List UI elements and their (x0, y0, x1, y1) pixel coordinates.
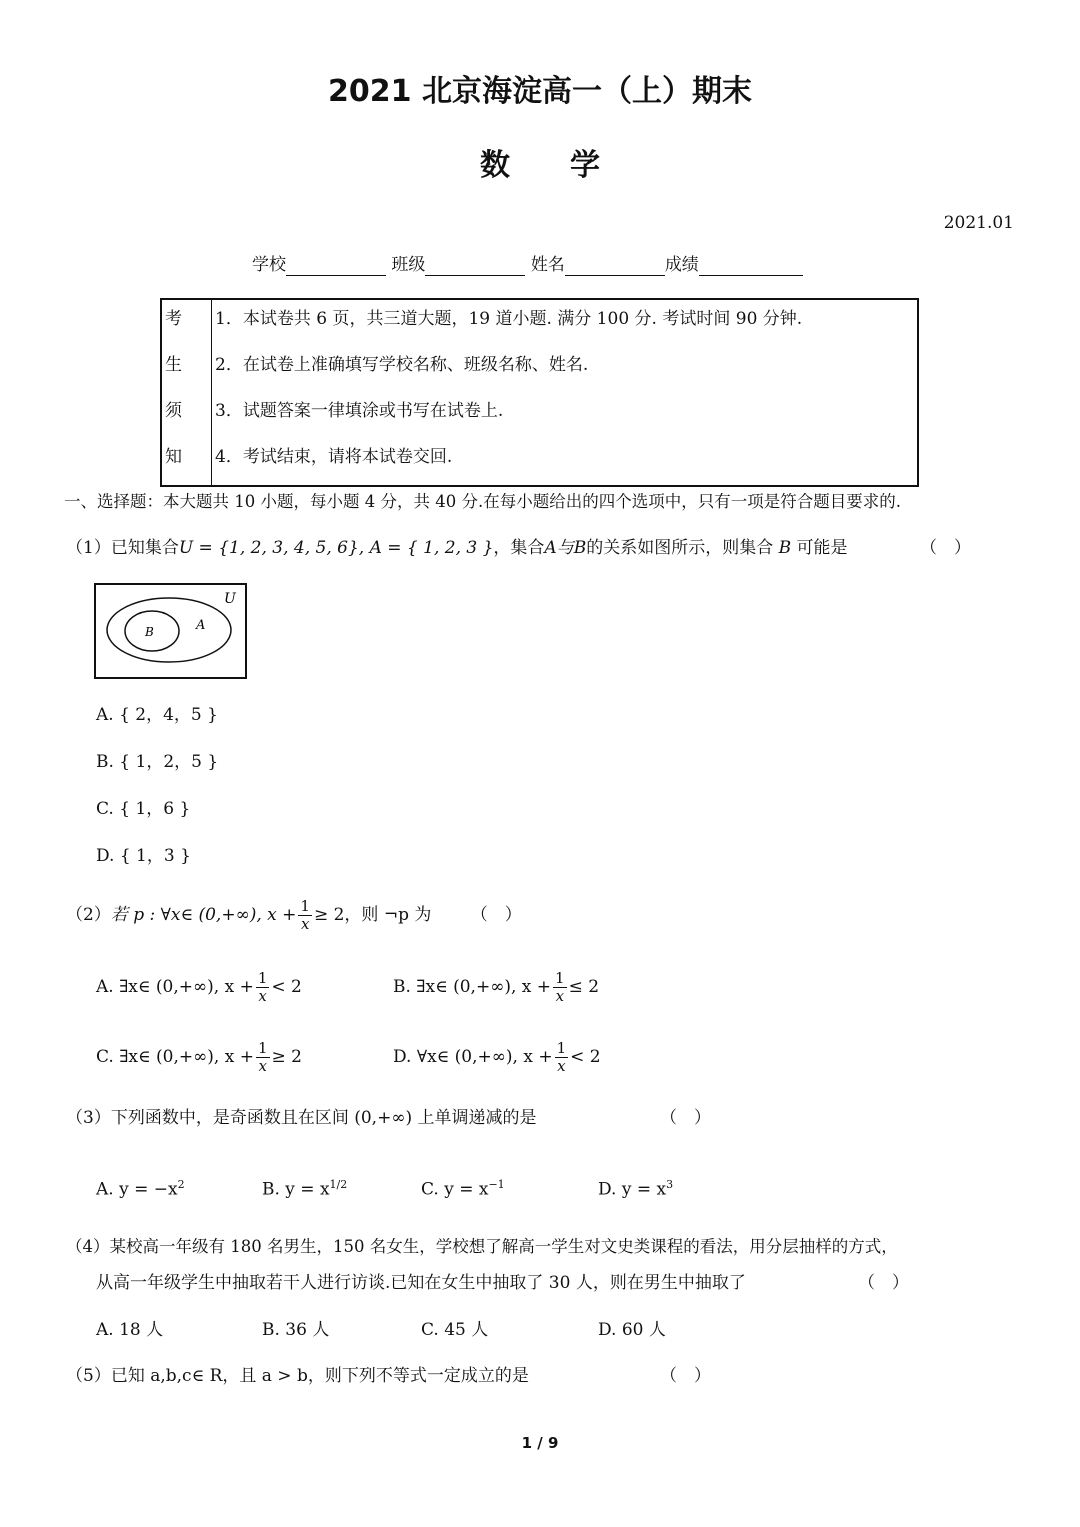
question-3 (66, 1107, 537, 1129)
option-exponent: 3 (666, 1178, 674, 1191)
exam-date: 2021.01 (943, 213, 1014, 233)
answer-paren: （ ） (660, 1108, 711, 1128)
q5-text: 已知 a,b,c∈ R，且 a > b，则下列不等式一定成立的是 (110, 1366, 529, 1386)
q4-line2: 从高一年级学生中抽取若干人进行访谈.已知在女生中抽取了 30 人，则在男生中抽取了 (96, 1273, 746, 1293)
frac-numerator: 1 (556, 1039, 567, 1057)
q1-text-d: 可能是 (796, 538, 848, 558)
question-number: （5） (66, 1366, 111, 1386)
q3-option-b[interactable] (262, 1174, 347, 1201)
option-pre: A. ∃x∈ (0,+∞), x + (96, 977, 254, 997)
q2-option-a[interactable] (96, 970, 302, 1005)
notice-box (160, 298, 919, 487)
frac-denominator: x (300, 915, 310, 933)
q3-option-c[interactable] (421, 1174, 505, 1201)
notice-label-char: 考 (165, 309, 182, 329)
notice-label-char: 生 (165, 355, 182, 375)
q1-var: B (778, 538, 792, 558)
answer-paren: （ ） (920, 538, 971, 558)
question-number: （1） (66, 538, 111, 558)
option-fraction (256, 1040, 270, 1075)
notice-divider (211, 300, 212, 485)
q1-text-a: 已知集合 (110, 538, 179, 558)
option-exponent: 1/2 (329, 1178, 348, 1191)
answer-paren: （ ） (470, 905, 522, 925)
question-5 (66, 1365, 529, 1387)
school-blank[interactable] (286, 257, 386, 276)
notice-item: 1．本试卷共 6 页，共三道大题，19 道小题. 满分 100 分. 考试时间 90 分钟. (215, 309, 803, 329)
frac-numerator: 1 (257, 969, 268, 987)
q3-option-d[interactable] (598, 1174, 673, 1201)
option-post: ≤ 2 (568, 977, 600, 997)
option-fraction (555, 1040, 569, 1075)
notice-label-char: 知 (165, 447, 182, 467)
venn-label-u: U (224, 591, 236, 607)
q3-text: 下列函数中，是奇函数且在区间 (0,+∞) 上单调递减的是 (110, 1108, 537, 1128)
score-blank[interactable] (699, 257, 803, 276)
frac-denominator: x (557, 1057, 566, 1075)
q1-text-c: 的关系如图所示，则集合 (586, 538, 774, 558)
frac-denominator: x (555, 987, 565, 1005)
notice-item: 2．在试卷上准确填写学校名称、班级名称、姓名. (215, 355, 589, 375)
venn-label-a: A (196, 618, 206, 633)
option-pre: D. ∀x∈ (0,+∞), x + (393, 1047, 553, 1067)
notice-item: 4．考试结束，请将本试卷交回. (215, 447, 453, 467)
q3-option-a[interactable] (96, 1174, 185, 1201)
subject-title: 数 学 (480, 148, 600, 183)
q1-option-d[interactable]: D. { 1，3 } (96, 846, 191, 866)
question-number: （4） (66, 1237, 110, 1256)
q4-option-c[interactable]: C. 45 人 (421, 1320, 489, 1340)
venn-label-b: B (145, 625, 154, 639)
q4-option-b[interactable]: B. 36 人 (262, 1320, 330, 1340)
option-fraction (553, 970, 567, 1005)
q1-option-a[interactable]: A. { 2，4，5 } (96, 705, 218, 725)
q1-relation: A与B (544, 538, 587, 558)
option-pre: C. ∃x∈ (0,+∞), x + (96, 1047, 254, 1067)
q2-option-c[interactable] (96, 1040, 302, 1075)
frac-denominator: x (258, 987, 267, 1005)
frac-numerator: 1 (257, 1039, 268, 1057)
q1-set-def: U = {1, 2, 3, 4, 5, 6}, A = { 1, 2, 3 } (178, 538, 494, 558)
answer-paren: （ ） (858, 1273, 909, 1293)
q4-line1: 某校高一年级有 180 名男生，150 名女生，学校想了解高一学生对文史类课程的看法，用分层抽样的方式， (109, 1237, 898, 1256)
notice-item: 3．试题答案一律填涂或书写在试卷上. (215, 401, 504, 421)
venn-diagram (94, 583, 248, 680)
notice-label-char: 须 (165, 401, 182, 421)
school-label: 学校 (252, 255, 286, 275)
q4-option-d[interactable]: D. 60 人 (598, 1320, 666, 1340)
option-post: < 2 (570, 1047, 601, 1067)
q2-option-d[interactable] (393, 1040, 601, 1075)
page-number: 1 / 9 (521, 1434, 559, 1452)
q2-fraction (298, 898, 312, 933)
frac-denominator: x (258, 1057, 267, 1075)
class-blank[interactable] (425, 257, 525, 276)
option-base: D. y = x (598, 1179, 667, 1200)
option-exponent: 2 (177, 1178, 185, 1191)
q2-option-b[interactable] (393, 970, 599, 1005)
info-fields (252, 254, 803, 276)
class-label: 班级 (391, 255, 426, 275)
name-label: 姓名 (530, 255, 565, 275)
frac-numerator: 1 (555, 969, 565, 987)
option-base: A. y = −x (96, 1179, 178, 1200)
frac-numerator: 1 (300, 897, 310, 915)
section-heading: 一、选择题：本大题共 10 小题，每小题 4 分，共 40 分.在每小题给出的四个选项中，只有一项是符合题目要求的. (64, 492, 901, 511)
q4-option-a[interactable]: A. 18 人 (96, 1320, 164, 1340)
q1-option-b[interactable]: B. { 1，2，5 } (96, 752, 219, 772)
option-base: C. y = x (421, 1179, 489, 1200)
option-post: ≥ 2 (271, 1047, 302, 1067)
option-post: < 2 (271, 977, 302, 997)
name-blank[interactable] (565, 257, 665, 276)
exam-title: 2021 北京海淀高一（上）期末 (328, 74, 752, 109)
option-fraction (256, 970, 270, 1005)
question-number: （2） (66, 905, 111, 925)
answer-paren: （ ） (660, 1366, 711, 1386)
q1-option-c[interactable]: C. { 1，6 } (96, 799, 191, 819)
question-1 (66, 537, 848, 559)
question-4 (66, 1236, 898, 1258)
q1-text-b: ，集合 (493, 538, 545, 558)
option-exponent: −1 (488, 1178, 505, 1191)
q2-stem-post: ≥ 2，则 ¬p 为 (313, 905, 432, 925)
option-pre: B. ∃x∈ (0,+∞), x + (393, 977, 552, 997)
score-label: 成绩 (664, 255, 699, 275)
option-base: B. y = x (262, 1179, 330, 1200)
question-number: （3） (66, 1108, 111, 1128)
q2-stem-pre: 若 p : ∀x∈ (0,+∞), x + (110, 905, 297, 925)
question-2 (66, 898, 522, 933)
